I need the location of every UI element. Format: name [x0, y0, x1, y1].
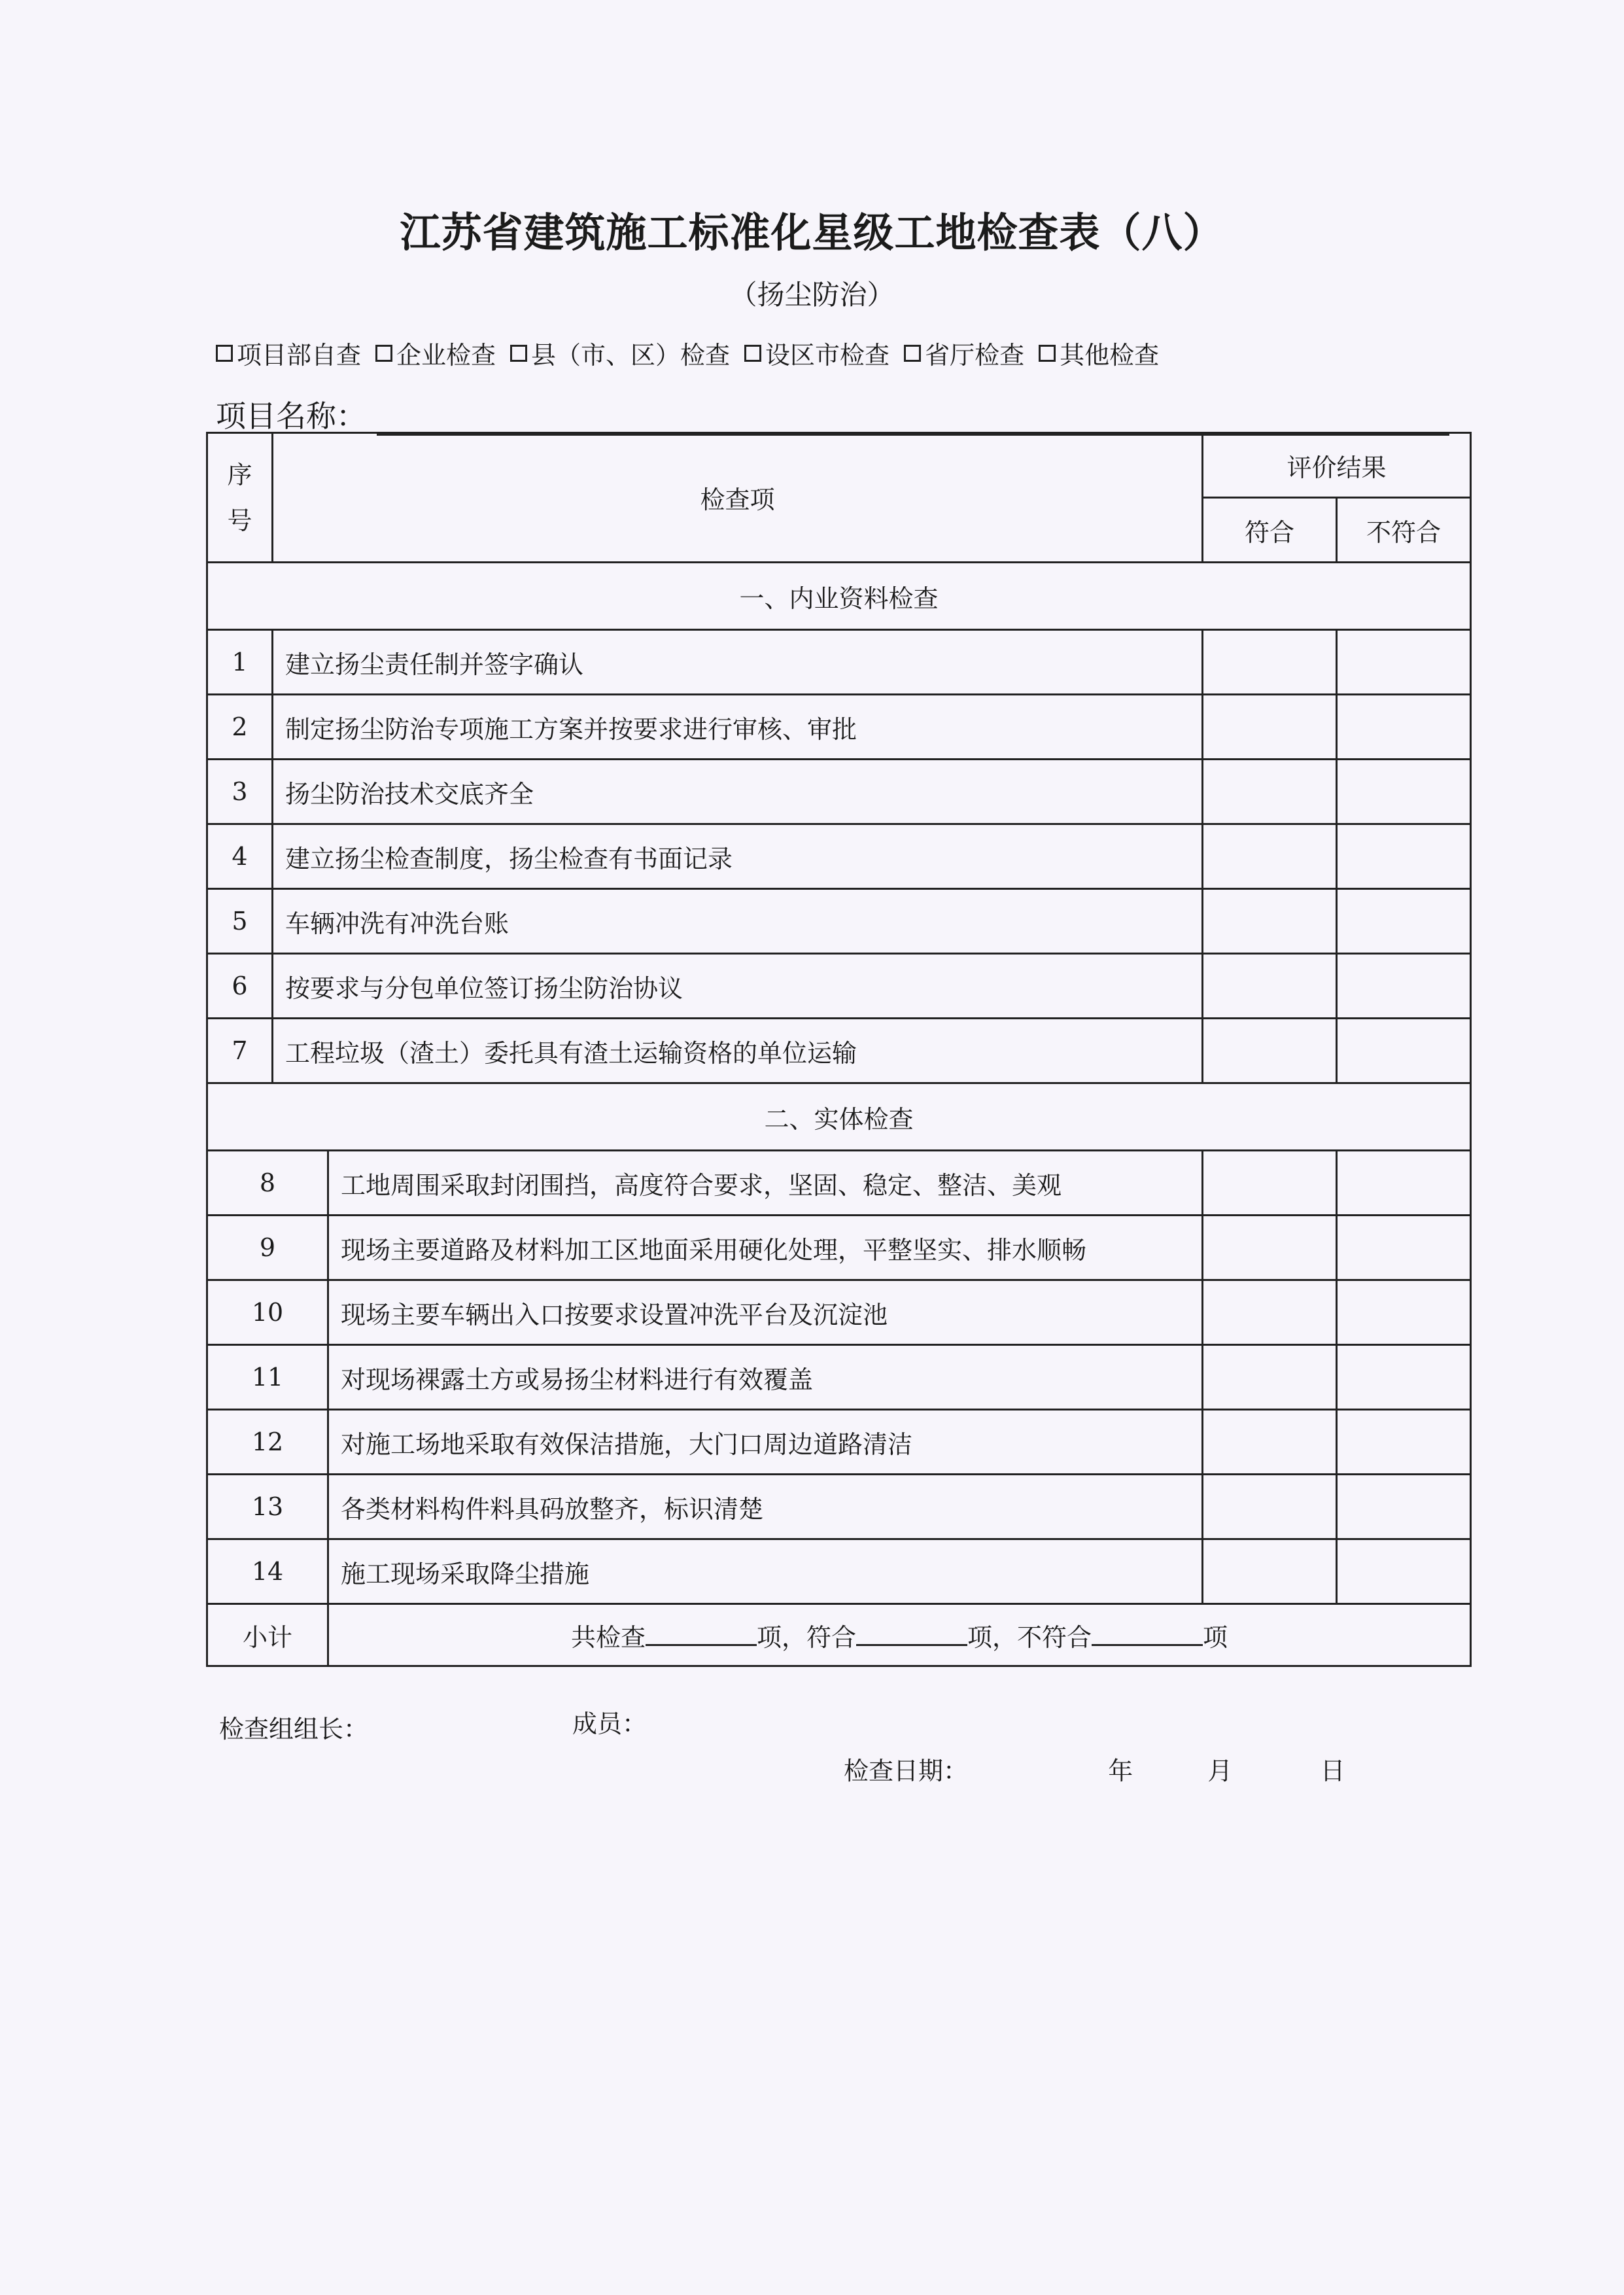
header-result: 评价结果	[1203, 433, 1471, 498]
checkbox-icon[interactable]	[744, 345, 761, 362]
pass-cell[interactable]	[1203, 760, 1337, 824]
form-title: 江苏省建筑施工标准化星级工地检查表（八）	[400, 209, 1224, 256]
pass-cell[interactable]	[1203, 1539, 1337, 1604]
leader-label: 检查组组长：	[219, 1715, 369, 1743]
header-item: 检查项	[273, 433, 1203, 563]
row-item: 施工现场采取降尘措施	[328, 1539, 1203, 1604]
table-row	[207, 695, 1471, 760]
table-row	[207, 630, 1471, 695]
fail-cell[interactable]	[1337, 1345, 1471, 1410]
subtotal-text-pass: 项，符合	[756, 1622, 856, 1652]
table-row	[207, 1345, 1471, 1410]
row-item: 建立扬尘检查制度，扬尘检查有书面记录	[273, 824, 1203, 889]
pass-cell[interactable]	[1203, 695, 1337, 760]
header-seq-line2: 号	[227, 506, 252, 535]
fail-cell[interactable]	[1337, 760, 1471, 824]
table-row	[207, 1410, 1471, 1475]
fail-cell[interactable]	[1337, 1475, 1471, 1539]
check-type-label: 县（市、区）检查	[531, 341, 731, 370]
fail-cell[interactable]	[1337, 695, 1471, 760]
pass-cell[interactable]	[1203, 1216, 1337, 1280]
subtotal-row	[207, 1604, 1471, 1666]
leader-signature	[219, 1709, 368, 1745]
fail-cell[interactable]	[1337, 1539, 1471, 1604]
checkbox-icon[interactable]	[375, 345, 392, 362]
row-number: 12	[207, 1410, 328, 1475]
pass-cell[interactable]	[1203, 1019, 1337, 1083]
table-row	[207, 1280, 1471, 1345]
row-item: 现场主要车辆出入口按要求设置冲洗平台及沉淀池	[328, 1280, 1203, 1345]
year-label: 年	[1108, 1757, 1133, 1785]
table-row	[207, 1151, 1471, 1216]
checkbox-icon[interactable]	[1039, 345, 1056, 362]
fail-cell[interactable]	[1337, 1151, 1471, 1216]
table-row	[207, 1475, 1471, 1539]
row-number: 7	[207, 1019, 273, 1083]
check-type-other[interactable]	[1039, 335, 1159, 371]
pass-cell[interactable]	[1203, 1475, 1337, 1539]
check-type-options	[216, 335, 1159, 371]
row-item: 工程垃圾（渣土）委托具有渣土运输资格的单位运输	[273, 1019, 1203, 1083]
project-name-row	[216, 393, 1449, 436]
form-subtitle: （扬尘防治）	[729, 279, 895, 311]
row-item: 现场主要道路及材料加工区地面采用硬化处理，平整坚实、排水顺畅	[328, 1216, 1203, 1280]
total-count-field[interactable]	[646, 1622, 757, 1646]
row-number: 2	[207, 695, 273, 760]
table-row	[207, 1019, 1471, 1083]
fail-cell[interactable]	[1337, 1019, 1471, 1083]
check-type-label: 其他检查	[1060, 341, 1160, 370]
fail-cell[interactable]	[1337, 954, 1471, 1019]
table-row	[207, 954, 1471, 1019]
table-row	[207, 889, 1471, 954]
pass-cell[interactable]	[1203, 1280, 1337, 1345]
row-item: 制定扬尘防治专项施工方案并按要求进行审核、审批	[273, 695, 1203, 760]
fail-cell[interactable]	[1337, 889, 1471, 954]
check-type-label: 企业检查	[396, 341, 496, 370]
section-title: 一、内业资料检查	[207, 563, 1471, 630]
header-pass: 符合	[1203, 498, 1337, 563]
row-item: 各类材料构件料具码放整齐，标识清楚	[328, 1475, 1203, 1539]
table-row	[207, 760, 1471, 824]
checkbox-icon[interactable]	[510, 345, 527, 362]
checkbox-icon[interactable]	[216, 345, 233, 362]
pass-count-field[interactable]	[856, 1622, 967, 1646]
check-type-enterprise[interactable]	[375, 335, 496, 371]
row-item: 扬尘防治技术交底齐全	[273, 760, 1203, 824]
row-item: 按要求与分包单位签订扬尘防治协议	[273, 954, 1203, 1019]
project-name-field[interactable]	[377, 401, 1449, 436]
members-label: 成员：	[572, 1709, 648, 1738]
subtotal-summary	[328, 1604, 1471, 1666]
row-number: 6	[207, 954, 273, 1019]
pass-cell[interactable]	[1203, 889, 1337, 954]
subtotal-text-total: 共检查	[570, 1622, 646, 1652]
fail-cell[interactable]	[1337, 1216, 1471, 1280]
row-number: 13	[207, 1475, 328, 1539]
check-type-project-self[interactable]	[216, 335, 361, 371]
project-name-label: 项目名称：	[216, 398, 366, 434]
table-row	[207, 824, 1471, 889]
pass-cell[interactable]	[1203, 1410, 1337, 1475]
row-number: 9	[207, 1216, 328, 1280]
check-type-label: 项目部自查	[237, 341, 362, 370]
row-number: 11	[207, 1345, 328, 1410]
check-type-city[interactable]	[744, 335, 890, 371]
fail-cell[interactable]	[1337, 1280, 1471, 1345]
members-signature	[572, 1704, 647, 1740]
header-seq-line1: 序	[227, 460, 252, 489]
section-title: 二、实体检查	[207, 1083, 1471, 1151]
header-seq	[207, 433, 273, 563]
month-label: 月	[1207, 1757, 1233, 1785]
subtotal-text-end: 项	[1203, 1622, 1228, 1652]
fail-count-field[interactable]	[1092, 1622, 1203, 1646]
row-number: 8	[207, 1151, 328, 1216]
pass-cell[interactable]	[1203, 630, 1337, 695]
fail-cell[interactable]	[1337, 1410, 1471, 1475]
inspection-date	[844, 1751, 1345, 1787]
subtotal-text-fail: 项，不符合	[967, 1622, 1092, 1652]
header-fail: 不符合	[1337, 498, 1471, 563]
day-label: 日	[1320, 1757, 1345, 1785]
check-type-label: 设区市检查	[765, 341, 890, 370]
row-item: 车辆冲洗有冲洗台账	[273, 889, 1203, 954]
date-label: 检查日期：	[844, 1757, 969, 1785]
subtotal-label: 小计	[207, 1604, 328, 1666]
row-item: 对施工场地采取有效保洁措施，大门口周边道路清洁	[328, 1410, 1203, 1475]
pass-cell[interactable]	[1203, 954, 1337, 1019]
row-number: 10	[207, 1280, 328, 1345]
checkbox-icon[interactable]	[904, 345, 921, 362]
fail-cell[interactable]	[1337, 824, 1471, 889]
row-number: 4	[207, 824, 273, 889]
check-type-county[interactable]	[510, 335, 730, 371]
table-row	[207, 1539, 1471, 1604]
inspection-table	[206, 432, 1472, 1667]
row-item: 对现场裸露土方或易扬尘材料进行有效覆盖	[328, 1345, 1203, 1410]
pass-cell[interactable]	[1203, 1345, 1337, 1410]
row-number: 5	[207, 889, 273, 954]
row-item: 工地周围采取封闭围挡，高度符合要求，坚固、稳定、整洁、美观	[328, 1151, 1203, 1216]
row-number: 14	[207, 1539, 328, 1604]
pass-cell[interactable]	[1203, 824, 1337, 889]
check-type-label: 省厅检查	[925, 341, 1025, 370]
row-item: 建立扬尘责任制并签字确认	[273, 630, 1203, 695]
row-number: 3	[207, 760, 273, 824]
check-type-province[interactable]	[904, 335, 1024, 371]
row-number: 1	[207, 630, 273, 695]
table-row	[207, 1216, 1471, 1280]
fail-cell[interactable]	[1337, 630, 1471, 695]
pass-cell[interactable]	[1203, 1151, 1337, 1216]
